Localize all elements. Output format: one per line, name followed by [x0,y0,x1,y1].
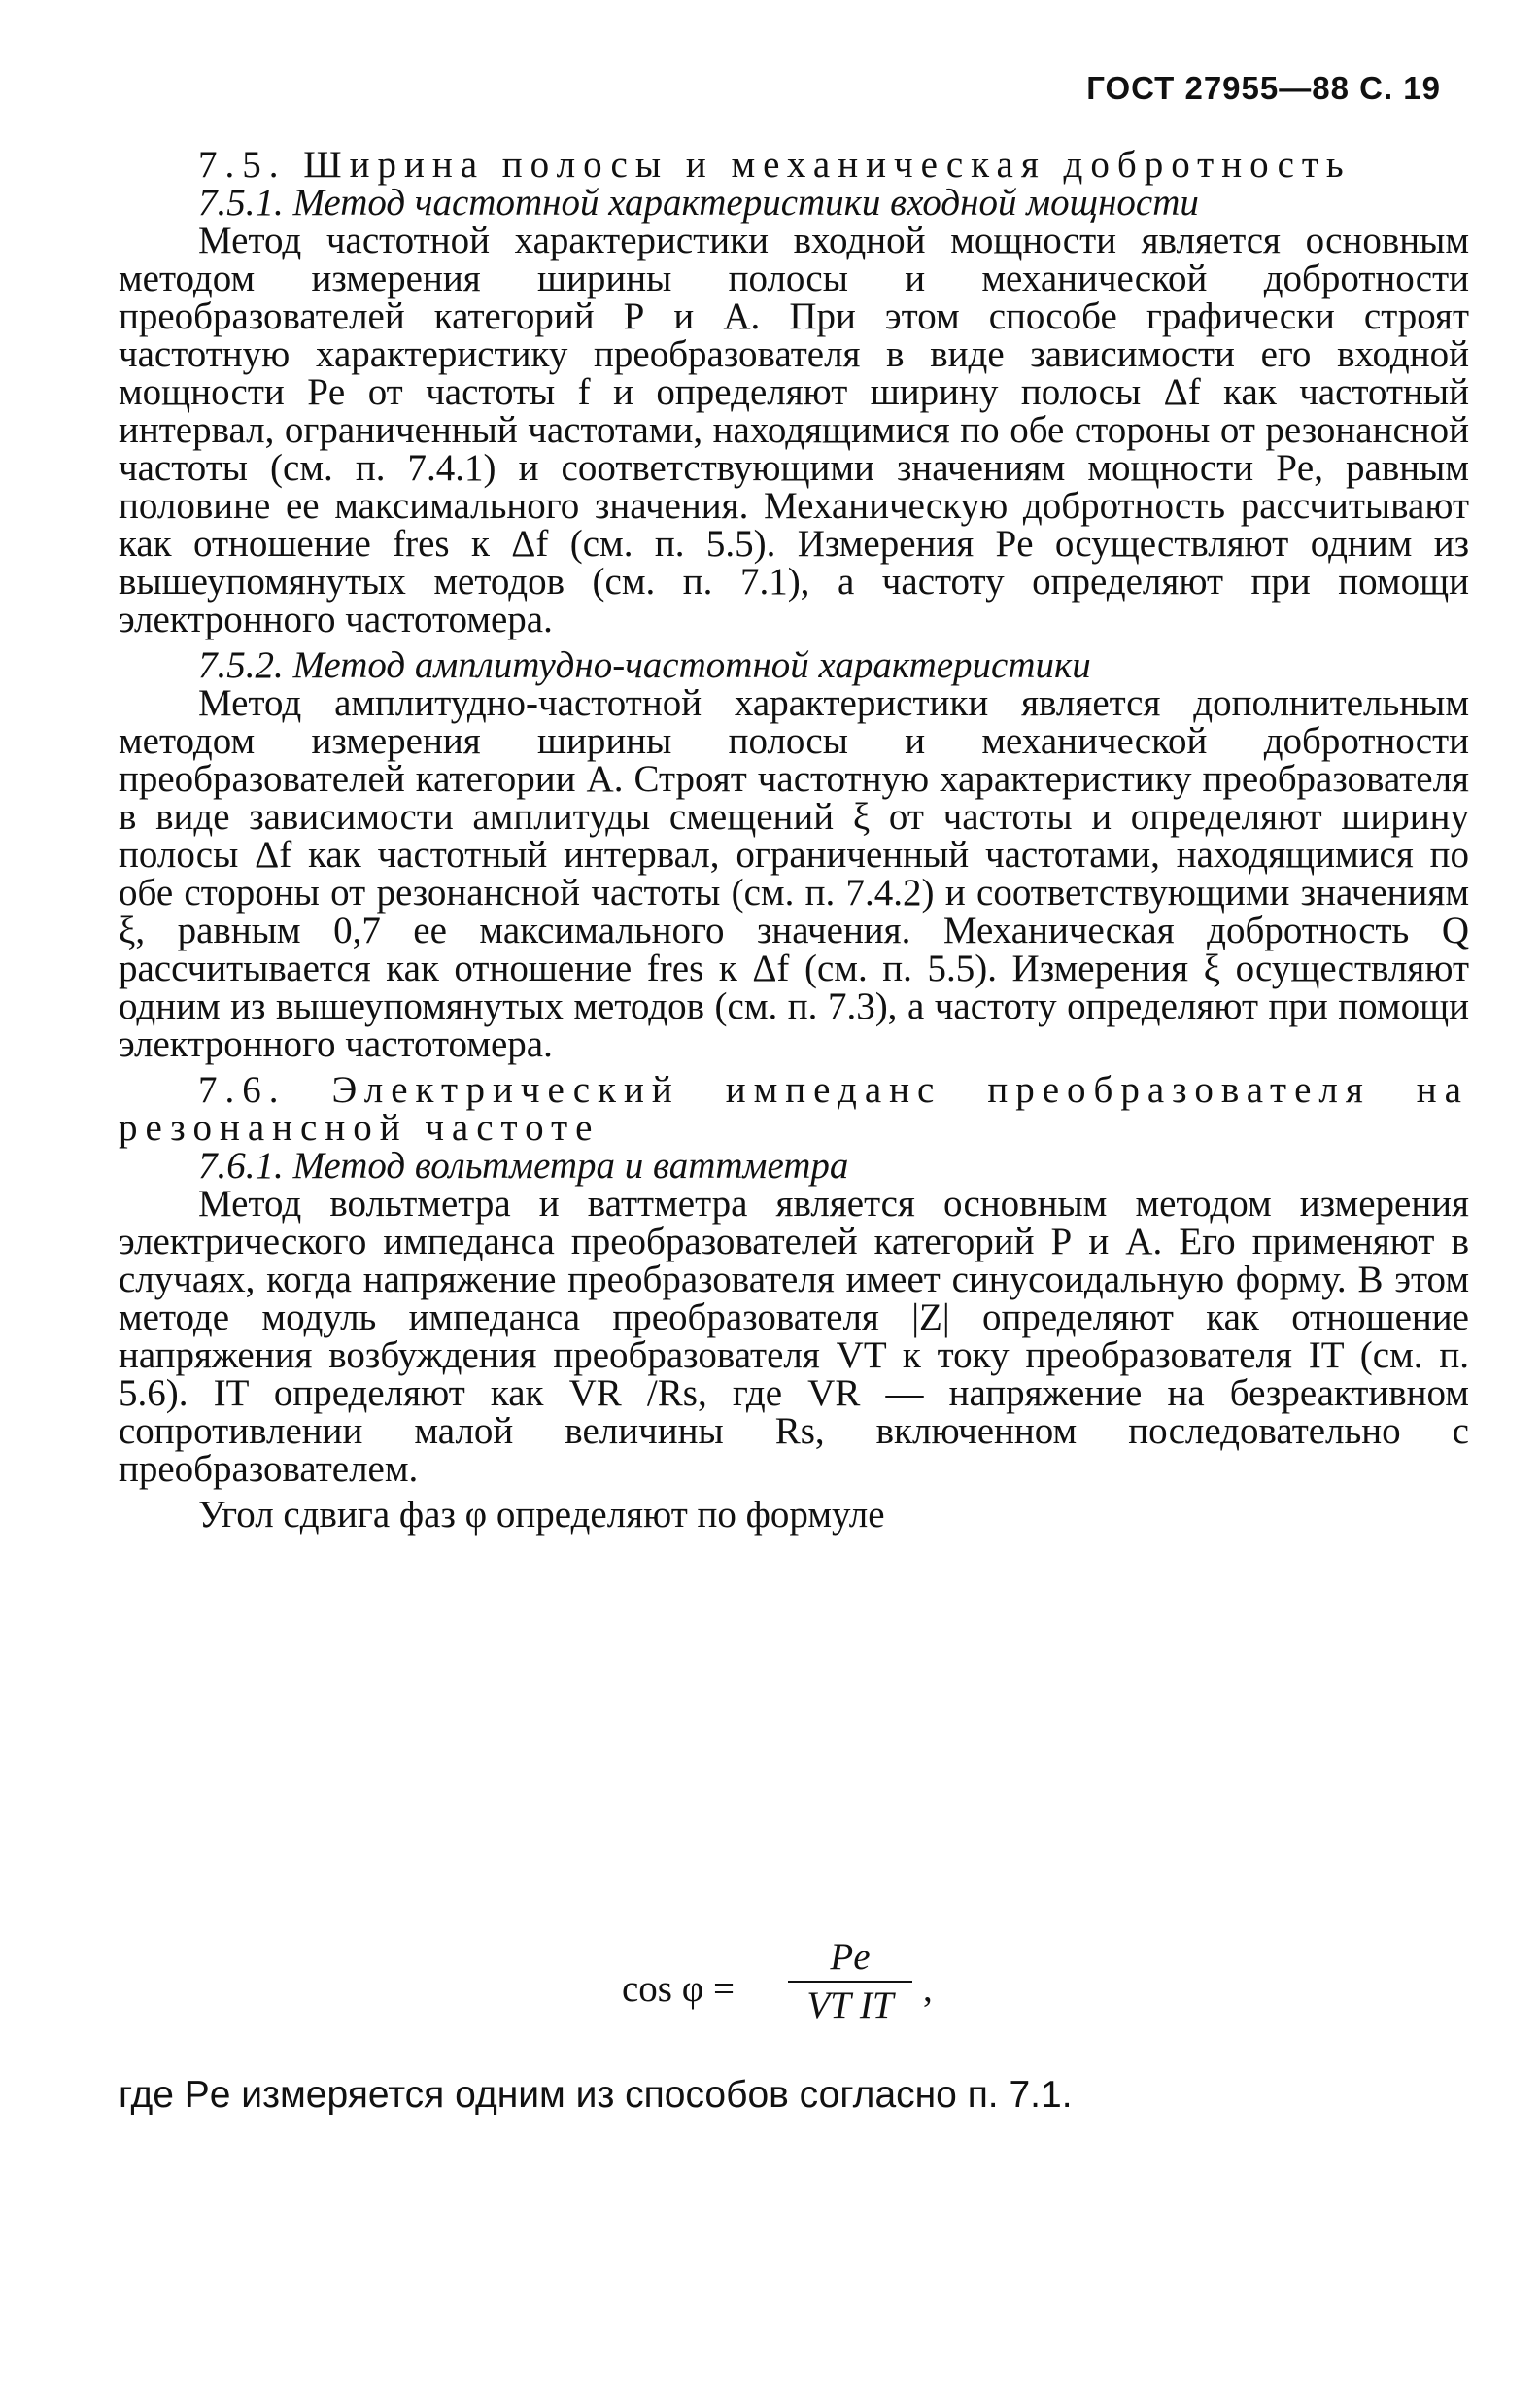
doc-reference: ГОСТ 27955—88 С. 19 [1086,70,1441,106]
section-7-5-2-title: 7.5.2. Метод амплитудно-частотной характеристики [198,644,1091,686]
phase-formula [622,1934,972,2041]
formula-fraction [787,1934,913,2029]
section-7-5-2-text: Метод амплитудно-частотной характеристики является дополнительным методом измерения ширины полосы и механической добротности преобразователей категории А. Строят частотную характеристику преобразователя в виде зависимости амплитуды смещений ξ от частоты и определяют ширину полосы Δf как частотный интервал, ограниченный частотами, находящимися по обе стороны от резонансной частоты (см. п. 7.4.2) и соответствующими значениям ξ, равным 0,7 ее максимального значения. Механическая добротность Q рассчитывается как отношение fres к Δf (см. п. 5.5). Измерения ξ осуществляют одним из вышеупомянутых методов (см. п. 7.3), а частоту определяют при помощи электронного частотомера. [119,682,1469,1065]
section-7-6-title: 7.6. Электрический импеданс преобразователя на резонансной частоте [119,1069,1469,1149]
document-body [119,146,1469,1534]
section-7-5-title: 7.5. Ширина полосы и механическая добротность [198,144,1352,186]
section-7-6-1-title: 7.6.1. Метод вольтметра и ваттметра [198,1145,849,1187]
section-7-6-1-text: Метод вольтметра и ваттметра является основным методом измерения электрического импеданса преобразователей категорий Р и А. Его применяют в случаях, когда напряжение преобразователя имеет синусоидальную форму. В этом методе модуль импеданса преобразователя |Z| определяют как отношение напряжения возбуждения преобразователя VT к току преобразователя IT (см. п. 5.6). IT определяют как VR /Rs, где VR — напряжение на безреактивном сопротивлении малой величины Rs, включенном последовательно с преобразователем. [119,1183,1469,1490]
page-header [1086,70,1441,107]
formula-numerator: Pe [830,1936,871,1978]
formula-trailing-comma: , [923,1968,933,2010]
section-7-5-1-title: 7.5.1. Метод частотной характеристики входной мощности [198,182,1199,224]
phase-angle-text: Угол сдвига фаз φ определяют по формуле [198,1494,885,1536]
section-7-5-1-text: Метод частотной характеристики входной мощности является основным методом измерения ширины полосы и механической добротности преобразователей категорий Р и А. При этом способе графически строят частотную характеристику преобразователя в виде зависимости его входной мощности Pe от частоты f и определяют ширину полосы Δf как частотный интервал, ограниченный частотами, находящимися по обе стороны от резонансной частоты (см. п. 7.4.1) и соответствующими значениям мощности Pe, равным половине ее максимального значения. Механическую добротность рассчитывают как отношение fres к Δf (см. п. 5.5). Измерения Pe осуществляют одним из вышеупомянутых методов (см. п. 7.1), а частоту определяют при помощи электронного частотомера. [119,220,1469,640]
formula-lhs: cos φ = [622,1968,735,2010]
formula-denominator: VT IT [806,1985,894,2026]
formula-note: где Pe измеряется одним из способов согласно п. 7.1. [119,2074,1073,2116]
